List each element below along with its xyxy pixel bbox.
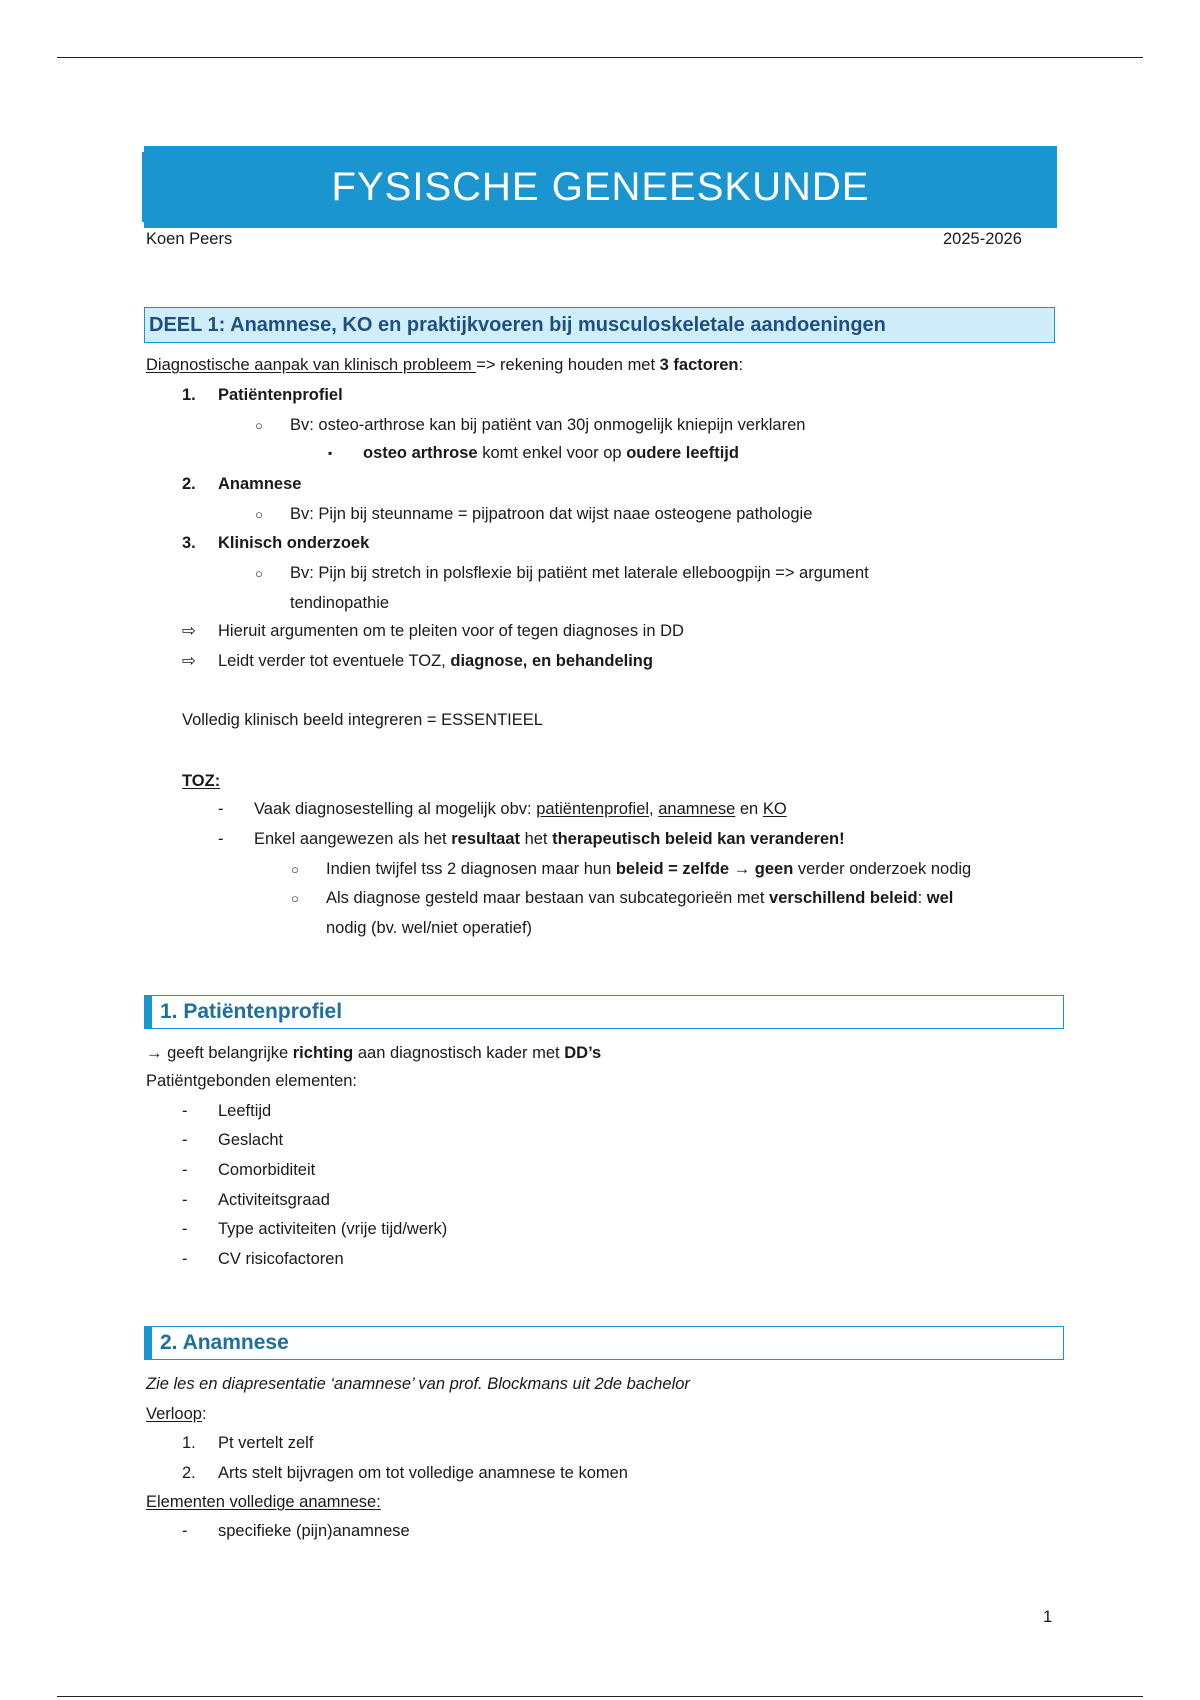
factor2-sub-bullet: ○ xyxy=(255,507,263,522)
list-dash: - xyxy=(182,1250,188,1268)
toz-b1-dash: - xyxy=(218,800,224,818)
factor1-number: 1. xyxy=(182,386,196,404)
toz-s2-bullet: ○ xyxy=(291,891,299,906)
list-item: specifieke (pijn)anamnese xyxy=(218,1522,410,1540)
toz-b1-text xyxy=(254,799,787,819)
toz-b1-ko: KO xyxy=(762,800,787,818)
list-dash: - xyxy=(182,1131,188,1149)
factor3-sub-continuation: tendinopathie xyxy=(290,594,390,612)
factor2-label: Anamnese xyxy=(218,475,302,493)
section1-lead-mid: aan diagnostisch kader met xyxy=(353,1044,565,1062)
section1-lead-arrow-icon: → xyxy=(146,1044,163,1062)
factor3-number: 3. xyxy=(182,534,196,552)
bottom-rule xyxy=(57,1696,1143,1697)
deel1-header: DEEL 1: Anamnese, KO en praktijkvoeren bij musculoskeletale aandoeningen xyxy=(144,307,1055,343)
section1-header: 1. Patiëntenprofiel xyxy=(144,995,1064,1029)
toz-b2-mid: het xyxy=(520,830,553,848)
verloop-label-text: Verloop xyxy=(146,1405,202,1423)
toz-b2-beleid: therapeutisch beleid kan veranderen! xyxy=(552,830,845,848)
verloop-number: 2. xyxy=(182,1464,196,1482)
intro-bold: 3 factoren xyxy=(659,356,739,374)
list-item: Leeftijd xyxy=(218,1102,272,1120)
toz-b1-en: en xyxy=(735,800,763,818)
factor2-sub-text: Bv: Pijn bij steunname = pijpatroon dat wijst naae osteogene pathologie xyxy=(290,505,813,523)
list-dash: - xyxy=(182,1191,188,1209)
list-dash: - xyxy=(182,1102,188,1120)
toz-s2-wel: wel xyxy=(926,889,954,907)
osteo-arthrose-bold: osteo arthrose xyxy=(363,444,478,462)
list-dash: - xyxy=(182,1220,188,1238)
section1-lead-richting: richting xyxy=(292,1044,354,1062)
toz-s1-geen: geen xyxy=(754,860,794,878)
intro-rest: => rekening houden met xyxy=(476,356,660,374)
list-item: Geslacht xyxy=(218,1131,284,1149)
toz-b2-text xyxy=(254,829,845,849)
toz-b2-plain: Enkel aangewezen als het xyxy=(254,830,452,848)
factor1-sub-bullet: ○ xyxy=(255,418,263,433)
factor1-subsub-mid: komt enkel voor op xyxy=(477,444,627,462)
top-rule xyxy=(57,57,1143,58)
toz-s1-plain: Indien twijfel tss 2 diagnosen maar hun xyxy=(326,860,616,878)
toz-b1-anamnese: anamnese xyxy=(658,800,736,818)
document-title: FYSISCHE GENEESKUNDE xyxy=(144,146,1057,228)
toz-b2-dash: - xyxy=(218,830,224,848)
factor2-number: 2. xyxy=(182,475,196,493)
toz-s2-continuation: nodig (bv. wel/niet operatief) xyxy=(326,919,533,937)
toz-s1-end: verder onderzoek nodig xyxy=(793,860,972,878)
factor3-sub-text: Bv: Pijn bij stretch in polsflexie bij patiënt met laterale elleboogpijn => argument xyxy=(290,564,869,582)
author: Koen Peers xyxy=(146,230,233,248)
section2-note: Zie les en diapresentatie ‘anamnese’ van prof. Blockmans uit 2de bachelor xyxy=(146,1375,690,1393)
section1-lead-dds: DD’s xyxy=(564,1044,602,1062)
toz-s1-beleid-zelfde: beleid = zelfde xyxy=(615,860,730,878)
factor1-subsub-text xyxy=(363,443,739,463)
intro-end: : xyxy=(738,356,744,374)
toz-s2-plain: Als diagnose gesteld maar bestaan van subcategorieën met xyxy=(326,889,770,907)
academic-year: 2025-2026 xyxy=(943,230,1022,248)
intro-underlined: Diagnostische aanpak van klinisch probleem xyxy=(146,356,477,374)
factor1-label: Patiëntenprofiel xyxy=(218,386,343,404)
list-item: Comorbiditeit xyxy=(218,1161,316,1179)
toz-s1-bullet: ○ xyxy=(291,862,299,877)
arrow2-text xyxy=(218,651,653,671)
integreren-line: Volledig klinisch beeld integreren = ESSENTIEEL xyxy=(182,711,543,729)
toz-b1-plain: Vaak diagnosestelling al mogelijk obv: xyxy=(254,800,537,818)
arrow1-icon: ⇨ xyxy=(182,622,196,640)
factor1-subsub-bullet: ▪ xyxy=(328,446,333,460)
toz-b1-comma: , xyxy=(649,800,659,818)
verloop-number: 1. xyxy=(182,1434,196,1452)
arrow2-bold: diagnose, en behandeling xyxy=(450,652,653,670)
intro-line xyxy=(146,355,743,375)
list-item: CV risicofactoren xyxy=(218,1250,344,1268)
oudere-leeftijd-bold: oudere leeftijd xyxy=(626,444,739,462)
factor3-label: Klinisch onderzoek xyxy=(218,534,370,552)
section1-lead-plain: geeft belangrijke xyxy=(162,1044,293,1062)
toz-s1-text xyxy=(326,859,971,879)
section1-lead xyxy=(146,1043,601,1063)
list-item: Activiteitsgraad xyxy=(218,1191,330,1209)
list-dash: - xyxy=(182,1161,188,1179)
toz-label-text: TOZ: xyxy=(182,772,221,790)
toz-b1-patientenprofiel: patiëntenprofiel xyxy=(536,800,650,818)
arrow2-plain: Leidt verder tot eventuele TOZ, xyxy=(218,652,451,670)
elementen-label xyxy=(146,1492,381,1512)
factor1-sub-text: Bv: osteo-arthrose kan bij patiënt van 30j onmogelijk kniepijn verklaren xyxy=(290,416,806,434)
section2-header: 2. Anamnese xyxy=(144,1326,1064,1360)
toz-label xyxy=(182,771,220,791)
arrow2-icon: ⇨ xyxy=(182,652,196,670)
verloop-label xyxy=(146,1404,207,1424)
section1-elements-label: Patiëntgebonden elementen: xyxy=(146,1072,358,1090)
list-dash: - xyxy=(182,1522,188,1540)
toz-s2-text xyxy=(326,888,953,908)
page-number: 1 xyxy=(1043,1608,1053,1626)
verloop-colon: : xyxy=(201,1405,207,1423)
factor3-sub-bullet: ○ xyxy=(255,566,263,581)
toz-s1-arrow: → xyxy=(729,860,755,878)
verloop-item: Pt vertelt zelf xyxy=(218,1434,314,1452)
toz-s2-mid: : xyxy=(917,889,927,907)
toz-s2-verschillend-beleid: verschillend beleid xyxy=(769,889,918,907)
list-item: Type activiteiten (vrije tijd/werk) xyxy=(218,1220,448,1238)
toz-b2-resultaat: resultaat xyxy=(451,830,520,848)
verloop-item: Arts stelt bijvragen om tot volledige anamnese te komen xyxy=(218,1464,628,1482)
arrow1-text: Hieruit argumenten om te pleiten voor of tegen diagnoses in DD xyxy=(218,622,684,640)
elementen-label-text: Elementen volledige anamnese: xyxy=(146,1493,381,1511)
